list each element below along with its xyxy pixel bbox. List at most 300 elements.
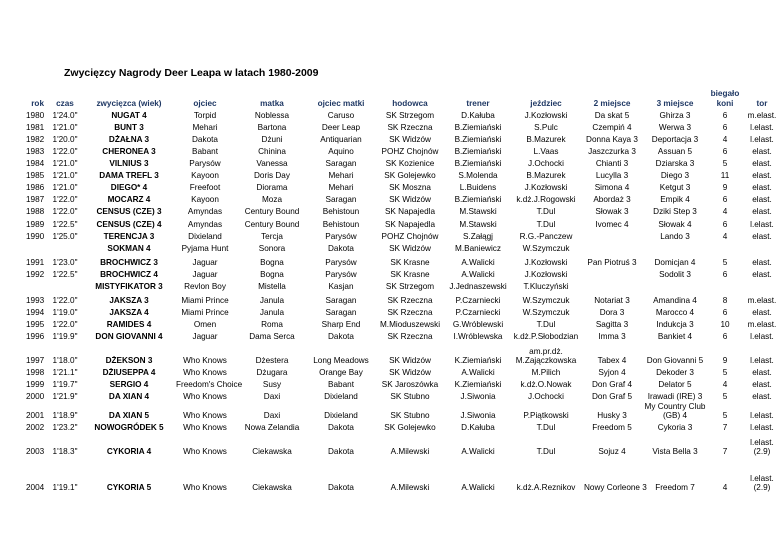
table-cell: Tabex 4	[597, 356, 627, 366]
table-cell: Słowak 4	[658, 219, 692, 229]
table-cell	[24, 279, 46, 291]
table-cell: J.Kozłowski	[524, 110, 568, 120]
table-cell	[708, 279, 742, 291]
table-cell: T.Dul	[536, 320, 556, 330]
table-cell: 11	[720, 171, 730, 181]
table-cell: Parysów	[325, 257, 357, 267]
table-cell: l.elast.	[750, 356, 774, 366]
table-row	[24, 120, 782, 132]
table-cell	[742, 241, 782, 253]
table-cell: B.Ziemiański	[454, 146, 502, 156]
table-cell: Century Bound	[244, 207, 300, 217]
table-cell: 4	[722, 134, 728, 144]
table-cell: l.elast.	[750, 423, 774, 433]
table-row	[24, 144, 782, 156]
table-cell: 1984	[26, 159, 45, 169]
table-row	[24, 291, 782, 305]
table-body	[24, 108, 782, 493]
table-cell: B.Ziemiański	[454, 159, 502, 169]
column-header: jeździec	[530, 98, 562, 108]
table-cell: Long Meadows	[313, 356, 369, 366]
table-cell: Delator 5	[658, 380, 692, 390]
table-cell: Saragan	[325, 159, 357, 169]
table-cell: SK Krasne	[390, 269, 430, 279]
table-cell: l.elast.	[750, 134, 774, 144]
table-cell: D.Kałuba	[461, 423, 495, 433]
table-cell: Babant	[192, 146, 218, 156]
table-cell: J.Siwonia	[460, 392, 496, 402]
table-cell: 1998	[26, 368, 45, 378]
table-cell	[582, 229, 642, 241]
table-cell: Parysów	[325, 269, 357, 279]
table-cell: Dama Serca	[249, 332, 295, 342]
table-cell: 6	[722, 332, 728, 342]
table-cell: elast.	[752, 146, 772, 156]
table-cell: K.Ziemiański	[454, 380, 502, 390]
table-cell: T.Dul	[536, 447, 556, 457]
table-row	[24, 402, 782, 421]
table-cell: 10	[720, 320, 730, 330]
table-cell: elast.	[752, 207, 772, 217]
table-cell: Deer Leap	[321, 122, 361, 132]
table-row	[24, 168, 782, 180]
column-header: matka	[260, 98, 284, 108]
table-cell: Deportacja 3	[651, 134, 699, 144]
table-cell: 1997	[26, 356, 45, 366]
table-cell: 1'23.0"	[52, 257, 78, 267]
table-cell: MOCARZ 4	[107, 195, 151, 205]
table-cell: W.Szymczuk	[522, 295, 570, 305]
table-cell: SK Widzów	[389, 195, 431, 205]
table-cell: 1991	[26, 257, 45, 267]
table-cell: Jaguar	[192, 269, 218, 279]
table-cell: SK Strzegom	[385, 110, 435, 120]
table-cell: Dakota	[192, 134, 218, 144]
table-cell: 2004	[26, 483, 45, 493]
table-cell: 1'22.0"	[52, 320, 78, 330]
table-cell: Sodolit 3	[659, 269, 691, 279]
table-cell: Jaszczurka 3	[588, 146, 636, 156]
table-cell: Century Bound	[244, 219, 300, 229]
table-cell: 2003	[26, 447, 45, 457]
table-cell: elast.	[752, 231, 772, 241]
table-cell: Mehari	[328, 171, 354, 181]
table-cell: M.Stawski	[459, 219, 497, 229]
table-cell: 1'22.0"	[52, 207, 78, 217]
table-cell: m.elast.	[747, 320, 777, 330]
table-row	[24, 378, 782, 390]
table-cell: Jaguar	[192, 257, 218, 267]
table-cell: Mehari	[192, 122, 218, 132]
table-cell: Revlon Boy	[184, 281, 226, 291]
table-cell: 1993	[26, 295, 45, 305]
table-row	[24, 267, 782, 279]
table-cell: SK Widzów	[389, 368, 431, 378]
table-cell: 4	[722, 231, 728, 241]
table-cell: Sonora	[258, 243, 286, 253]
table-cell: Husky 3	[597, 411, 627, 421]
page-title: Zwycięzcy Nagrody Deer Leapa w latach 1980-2009	[64, 67, 319, 79]
table-cell: Marocco 4	[655, 307, 695, 317]
table-cell: DŻEKSON 3	[105, 356, 153, 366]
table-cell: T.Dul	[536, 219, 556, 229]
table-cell	[642, 241, 708, 253]
table-cell: Moza	[261, 195, 283, 205]
table-cell	[708, 241, 742, 253]
table-cell: Bankiet 4	[657, 332, 693, 342]
table-cell: L.Buidens	[459, 183, 497, 193]
table-cell: VILNIUS 3	[109, 159, 149, 169]
table-cell: 1'21.9"	[52, 392, 78, 402]
table-cell: Ghirza 3	[659, 110, 691, 120]
table-cell: Ciekawska	[252, 447, 292, 457]
table-cell: 5	[722, 411, 728, 421]
table-cell: elast.	[752, 380, 772, 390]
table-cell: Simona 4	[594, 183, 630, 193]
table-cell: BROCHWICZ 3	[100, 257, 158, 267]
table-cell: 1982	[26, 134, 45, 144]
table-cell: Vista Bella 3	[652, 447, 698, 457]
table-cell	[24, 241, 46, 253]
table-row	[24, 390, 782, 402]
table-cell: A.Walicki	[461, 447, 495, 457]
table-row	[24, 279, 782, 291]
table-cell: 1995	[26, 320, 45, 330]
column-header: ojciec	[193, 98, 217, 108]
table-cell: BUNT 3	[114, 122, 144, 132]
table-cell: elast.	[752, 257, 772, 267]
table-cell: Freedom 5	[592, 423, 632, 433]
table-cell: 5	[722, 159, 728, 169]
table-cell: Dziki Step 3	[653, 207, 697, 217]
table-cell: Parysów	[325, 231, 357, 241]
table-cell: Dixieland	[324, 392, 358, 402]
table-cell: Janula	[259, 295, 285, 305]
table-cell: Vanessa	[256, 159, 288, 169]
table-cell: Doris Day	[254, 171, 290, 181]
table-cell: 1996	[26, 332, 45, 342]
table-cell: Saragan	[325, 295, 357, 305]
table-cell: Who Knows	[183, 447, 227, 457]
table-cell: 9	[722, 183, 728, 193]
table-cell: Ciekawska	[252, 483, 292, 493]
table-cell: 6	[722, 307, 728, 317]
table-cell: DON GIOVANNI 4	[95, 332, 163, 342]
table-cell: 1'22.0"	[52, 195, 78, 205]
table-cell: Miami Prince	[181, 295, 229, 305]
table-cell: SK Rzeczna	[387, 122, 433, 132]
table-cell: Dakota	[328, 243, 354, 253]
table-cell: Dora 3	[599, 307, 625, 317]
table-cell	[742, 279, 782, 291]
table-cell: CHERONEA 3	[102, 146, 156, 156]
table-cell: Daxi	[263, 411, 281, 421]
table-cell: A.Walicki	[461, 257, 495, 267]
table-cell: elast.	[752, 183, 772, 193]
table-cell: 1'21.0"	[52, 122, 78, 132]
table-cell: Who Knows	[183, 483, 227, 493]
table-cell: Słowak 3	[595, 207, 629, 217]
table-row	[24, 457, 782, 493]
table-cell: 1'21.0"	[52, 159, 78, 169]
table-cell: RAMIDES 4	[106, 320, 152, 330]
table-cell: 6	[722, 146, 728, 156]
table-cell	[642, 279, 708, 291]
table-cell: Don Giovanni 5	[646, 356, 704, 366]
table-cell: Kasjan	[328, 281, 354, 291]
table-cell: 2000	[26, 392, 45, 402]
table-cell: SK Rzeczna	[387, 307, 433, 317]
table-cell: Dixieland	[188, 231, 222, 241]
table-cell: 1'25.0"	[52, 231, 78, 241]
table-cell: l.elast.	[750, 332, 774, 342]
table-cell: SK Strzegom	[385, 281, 435, 291]
column-header: trener	[466, 98, 490, 108]
table-row	[24, 132, 782, 144]
table-cell: 1'22.5"	[52, 219, 78, 229]
table-cell: Sagitta 3	[595, 320, 629, 330]
table-cell: S.Załągj	[462, 231, 494, 241]
table-cell: 6	[722, 219, 728, 229]
table-cell: 1'19.7"	[52, 380, 78, 390]
table-cell: Omen	[193, 320, 217, 330]
table-cell: SK Rzeczna	[387, 332, 433, 342]
table-cell: Aquino	[328, 146, 354, 156]
table-cell: Who Knows	[183, 411, 227, 421]
table-cell: 1'21.1"	[52, 368, 78, 378]
table-cell: 9	[722, 356, 728, 366]
table-cell: 1'23.2"	[52, 423, 78, 433]
table-cell: A.Milewski	[390, 483, 430, 493]
table-cell: J.Kozłowski	[524, 183, 568, 193]
table-row	[24, 205, 782, 217]
table-row	[24, 217, 782, 229]
table-cell: Amandina 4	[653, 295, 697, 305]
column-header: tor	[756, 98, 768, 108]
table-cell: A.Walicki	[461, 368, 495, 378]
table-cell: G.Wróblewski	[452, 320, 504, 330]
table-cell: Dakota	[328, 423, 354, 433]
table-cell: A.Walicki	[461, 483, 495, 493]
table-cell	[46, 241, 84, 253]
table-cell: Dakota	[328, 483, 354, 493]
table-cell: Dżestera	[255, 356, 289, 366]
table-cell: Empik 4	[660, 195, 690, 205]
table-cell: DAMA TREFL 3	[99, 171, 159, 181]
table-cell: 1989	[26, 219, 45, 229]
table-cell: 1'22.0"	[52, 295, 78, 305]
table-cell: Sojuz 4	[598, 447, 626, 457]
table-cell: My Country Club (GB) 4	[644, 401, 706, 421]
table-cell: Amyndas	[187, 207, 223, 217]
column-header: czas	[56, 98, 74, 108]
table-cell: Nowy Corleone 3	[584, 483, 647, 493]
table-cell: B.Ziemiański	[454, 195, 502, 205]
table-cell: Orange Bay	[319, 368, 363, 378]
table-cell: DA XIAN 4	[108, 392, 150, 402]
table-cell: W.Szymczuk	[522, 243, 570, 253]
table-cell: Caruso	[327, 110, 355, 120]
table-cell: Dakota	[328, 332, 354, 342]
table-cell: Roma	[261, 320, 283, 330]
table-cell: M.Baniewicz	[455, 243, 501, 253]
table-cell: k.dż.P.Słobodzian	[513, 332, 579, 342]
table-cell: Saragan	[325, 307, 357, 317]
table-cell: Chinina	[258, 146, 286, 156]
table-row	[24, 253, 782, 267]
table-cell: POHZ Chojnów	[381, 231, 439, 241]
table-cell: Who Knows	[183, 392, 227, 402]
table-cell: Freedom 7	[655, 483, 695, 493]
table-cell: 4	[722, 380, 728, 390]
table-cell: DA XIAN 5	[108, 411, 150, 421]
table-cell: L.Vaas	[533, 146, 559, 156]
table-cell: Czempiń 4	[592, 122, 632, 132]
table-cell: 4	[722, 483, 728, 493]
table-cell: 7	[722, 447, 728, 457]
table-row	[24, 305, 782, 317]
table-row	[24, 433, 782, 457]
table-cell: SK Golejewko	[384, 171, 436, 181]
table-cell: 5	[722, 392, 728, 402]
table-cell: 5	[722, 257, 728, 267]
table-cell: Werwa 3	[658, 122, 692, 132]
table-row	[24, 342, 782, 366]
table-cell: 6	[722, 110, 728, 120]
table-cell: m.elast.	[747, 295, 777, 305]
column-header: rok	[31, 98, 44, 108]
table-cell: SK Stubno	[390, 411, 430, 421]
table-cell: J.Jednaszewski	[449, 281, 507, 291]
table-cell	[46, 279, 84, 291]
table-cell: 1'24.0"	[52, 110, 78, 120]
table-cell: Antiquarian	[320, 134, 362, 144]
table-cell: Saragan	[325, 195, 357, 205]
table-row	[24, 330, 782, 342]
table-cell: 1988	[26, 207, 45, 217]
table-cell: I.Wróblewska	[453, 332, 503, 342]
table-cell: k.dż.O.Nowak	[520, 380, 572, 390]
table-cell: elast.	[752, 307, 772, 317]
table-cell: elast.	[752, 159, 772, 169]
table-cell: l.elast. (2.9)	[750, 437, 774, 457]
table-cell: l.elast.	[750, 411, 774, 421]
table-cell: Susy	[262, 380, 282, 390]
table-cell: P.Czarniecki	[455, 295, 501, 305]
table-cell: Dakota	[328, 447, 354, 457]
table-cell: 4	[722, 207, 728, 217]
table-cell: Noblessa	[254, 110, 290, 120]
table-row	[24, 241, 782, 253]
table-cell: 5	[722, 368, 728, 378]
table-cell: 1'19.1"	[52, 483, 78, 493]
table-cell: elast.	[752, 195, 772, 205]
table-cell: 1981	[26, 122, 45, 132]
table-row	[24, 181, 782, 193]
table-cell: Pan Piotruś 3	[587, 257, 637, 267]
table-cell	[582, 279, 642, 291]
table-cell: Bartona	[257, 122, 287, 132]
table-cell: SK Widzów	[389, 134, 431, 144]
table-cell: POHZ Chojnów	[381, 146, 439, 156]
table-cell: Dekoder 3	[656, 368, 694, 378]
table-cell: SK Napajedla	[384, 207, 436, 217]
table-cell: 1986	[26, 183, 45, 193]
table-cell: BROCHWICZ 4	[100, 269, 158, 279]
table-cell: S.Pulc	[534, 122, 558, 132]
table-cell: J.Kozłowski	[524, 269, 568, 279]
table-cell: MISTYFIKATOR 3	[95, 281, 163, 291]
table-cell: 1987	[26, 195, 45, 205]
table-cell: 1992	[26, 269, 45, 279]
column-header: 3 miejsce	[656, 98, 694, 108]
table-cell: Bogna	[260, 269, 284, 279]
table-cell: 1'19.0"	[52, 307, 78, 317]
table-cell: SK Rzeczna	[387, 295, 433, 305]
table-cell: M.Mioduszewski	[379, 320, 441, 330]
table-cell: D.Kałuba	[461, 110, 495, 120]
table-cell: Behistoun	[322, 207, 360, 217]
table-cell: Notariat 3	[594, 295, 630, 305]
table-cell: Nowa Zelandia	[244, 423, 300, 433]
table-cell: JAKSZA 4	[109, 307, 149, 317]
table-cell: Sharp End	[321, 320, 361, 330]
table-cell: J.Kozłowski	[524, 257, 568, 267]
table-cell: Behistoun	[322, 219, 360, 229]
table-cell: Syjon 4	[598, 368, 626, 378]
table-cell: SERGIO 4	[109, 380, 149, 390]
table-cell: M.Pilich	[531, 368, 561, 378]
table-cell: 1980	[26, 110, 45, 120]
table-cell: SK Napajedla	[384, 219, 436, 229]
table-cell: Abordaż 3	[593, 195, 631, 205]
table-cell: Don Graf 5	[591, 392, 633, 402]
table-cell: elast.	[752, 368, 772, 378]
table-cell: 1'20.0"	[52, 134, 78, 144]
table-cell: Kayoon	[191, 171, 219, 181]
table-cell: J.Ochocki	[528, 159, 564, 169]
table-cell: 6	[722, 122, 728, 132]
table-cell: 1985	[26, 171, 45, 181]
table-cell: 6	[722, 269, 728, 279]
table-cell: SK Kozienice	[385, 159, 435, 169]
table-row	[24, 193, 782, 205]
table-cell: K.Ziemiański	[454, 356, 502, 366]
table-cell: SK Stubno	[390, 392, 430, 402]
table-cell: SK Golejewko	[384, 423, 436, 433]
table-cell: CENSUS (CZE) 4	[96, 219, 162, 229]
table-cell: R.G.-Panczew	[519, 231, 573, 241]
table-cell: Mistella	[258, 281, 286, 291]
column-header: 2 miejsce	[593, 98, 631, 108]
table-cell: Janula	[259, 307, 285, 317]
table-cell: 8	[722, 295, 728, 305]
table-cell: S.Molenda	[458, 171, 498, 181]
table-cell: Who Knows	[183, 356, 227, 366]
table-cell: Jaguar	[192, 332, 218, 342]
table-cell: A.Walicki	[461, 269, 495, 279]
table-row	[24, 229, 782, 241]
winners-table	[24, 82, 782, 493]
table-row	[24, 366, 782, 378]
table-cell: DIEGO* 4	[110, 183, 148, 193]
table-cell: Irawadi (IRE) 3	[647, 392, 703, 402]
table-cell: 1999	[26, 380, 45, 390]
table-cell: Daxi	[263, 392, 281, 402]
table-cell: NUGAT 4	[111, 110, 147, 120]
table-cell: m.elast.	[747, 110, 777, 120]
table-cell: P.Piątkowski	[523, 411, 569, 421]
